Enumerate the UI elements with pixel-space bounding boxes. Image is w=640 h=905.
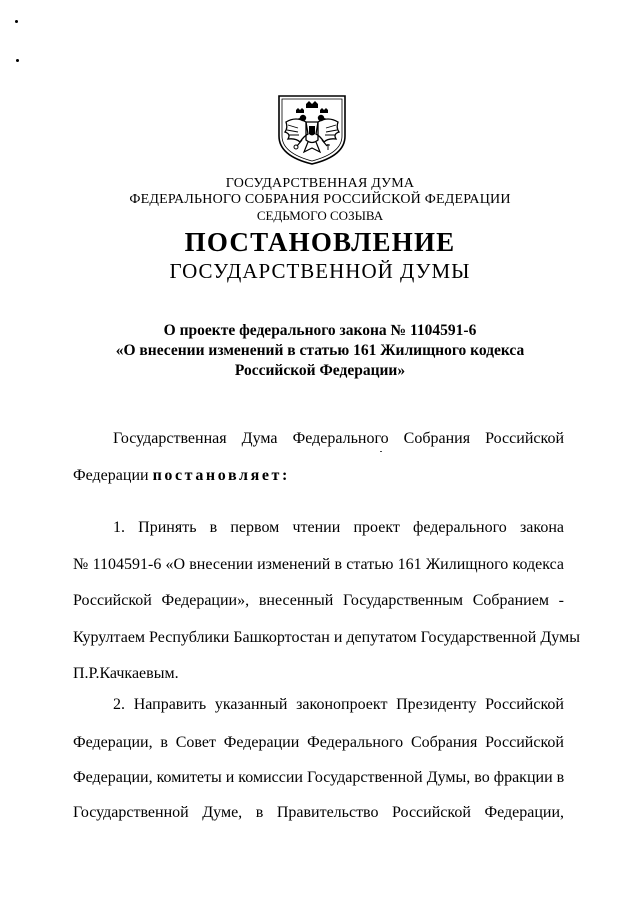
- organization-name: ГОСУДАРСТВЕННАЯ ДУМА: [225, 176, 415, 191]
- body-text-line: П.Р.Качкаевым.: [73, 665, 179, 682]
- body-text-line: Курултаем Республики Башкортостан и депутатом Государственной Думы: [73, 629, 580, 646]
- convocation-label: СЕДЬМОГО СОЗЫВА: [256, 208, 384, 223]
- body-text-line: Федерации, в Совет Федерации Федерального Собрания Российской: [73, 734, 564, 751]
- organization-parent-name: ФЕДЕРАЛЬНОГО СОБРАНИЯ РОССИЙСКОЙ ФЕДЕРАЦИИ: [129, 192, 511, 207]
- body-text-line: Государственная Дума Федерального Собрания Российской: [113, 430, 564, 447]
- body-text-line: Федерации, комитеты и комиссии Государственной Думы, во фракции в: [73, 769, 565, 786]
- subject-line: Российской Федерации»: [234, 362, 406, 379]
- scan-speck: [15, 20, 18, 23]
- body-text-line: Государственной Думе, в Правительство Российской Федерации,: [73, 804, 564, 821]
- document-title: ПОСТАНОВЛЕНИЕ: [184, 227, 456, 257]
- subject-line: О проекте федерального закона № 1104591-6: [163, 322, 477, 339]
- scan-speck: [380, 451, 382, 452]
- body-text-line: 2. Направить указанный законопроект Президенту Российской: [113, 696, 564, 713]
- document-subtitle: ГОСУДАРСТВЕННОЙ ДУМЫ: [169, 259, 471, 283]
- scan-speck: [16, 59, 19, 62]
- body-text-fragment: Федерации: [73, 467, 153, 484]
- body-text-line: [73, 468, 564, 484]
- body-text-line: № 1104591-6 «О внесении изменений в статью 161 Жилищного кодекса: [73, 556, 564, 573]
- coat-of-arms-icon: [276, 94, 348, 166]
- resolution-verb: постановляет:: [152, 467, 290, 484]
- body-text-line: Российской Федерации», внесенный Государственным Собранием -: [73, 592, 564, 609]
- subject-line: «О внесении изменений в статью 161 Жилищного кодекса: [115, 342, 525, 359]
- body-text-line: 1. Принять в первом чтении проект федерального закона: [113, 519, 564, 536]
